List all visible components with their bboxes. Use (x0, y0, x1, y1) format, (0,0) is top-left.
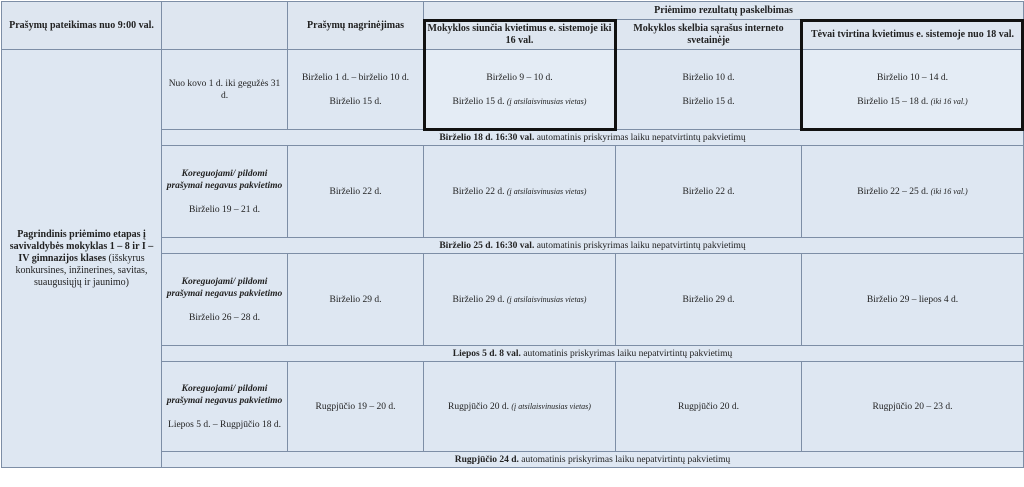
row2-confirm (802, 146, 1024, 238)
separator-3 (162, 346, 1024, 362)
row3-submission-title: Koreguojami/ pildomi prašymai negavus pakvietimo (166, 276, 283, 299)
row2-submission-dates: Birželio 19 – 21 d. (189, 204, 260, 215)
row3-confirm: Birželio 29 – liepos 4 d. (802, 254, 1024, 346)
row1-confirm-2: Birželio 15 – 18 d. (857, 96, 929, 107)
row4-submission-dates: Liepos 5 d. – Rugpjūčio 18 d. (168, 419, 281, 430)
separator-2 (162, 238, 1024, 254)
row4-review: Rugpjūčio 19 – 20 d. (288, 362, 424, 452)
row1-confirm-2-note: (iki 16 val.) (930, 96, 968, 106)
separator-4-bold: Rugpjūčio 24 d. (454, 454, 519, 465)
row4-submission-title: Koreguojami/ pildomi prašymai negavus pakvietimo (166, 383, 283, 406)
separator-3-bold: Liepos 5 d. 8 val. (452, 348, 521, 359)
stage-label-bold: Pagrindinis priėmimo etapas į savivaldybės mokyklas 1 – 8 ir I – IV gimnazijos klases (9, 228, 154, 264)
row3-publish: Birželio 29 d. (616, 254, 802, 346)
row1-review-2: Birželio 15 d. (329, 96, 382, 107)
row2-submission-title: Koreguojami/ pildomi prašymai negavus pakvietimo (166, 168, 283, 191)
separator-4-text: automatinis priskyrimas laiku nepatvirtintų pakvietimų (518, 454, 731, 465)
row4-submission (162, 362, 288, 452)
row4-publish: Rugpjūčio 20 d. (616, 362, 802, 452)
row1-confirm (802, 50, 1024, 130)
row2-confirm-date: Birželio 22 – 25 d. (857, 186, 929, 197)
row4-confirm: Rugpjūčio 20 – 23 d. (802, 362, 1024, 452)
row1-review (288, 50, 424, 130)
row3-send-date: Birželio 29 d. (452, 294, 505, 305)
row4-send-date: Rugpjūčio 20 d. (448, 401, 510, 412)
row2-review: Birželio 22 d. (288, 146, 424, 238)
row1-confirm-1: Birželio 10 – 14 d. (877, 72, 948, 83)
separator-4 (162, 452, 1024, 468)
row3-submission-dates: Birželio 26 – 28 d. (189, 312, 260, 323)
row1-send (424, 50, 616, 130)
row3-send-note: (į atsilaisvinusias vietas) (506, 294, 587, 304)
row4-send-note: (į atsilaisvinusias vietas) (511, 401, 591, 411)
row4-send (424, 362, 616, 452)
stage-label (2, 50, 162, 468)
row2-publish: Birželio 22 d. (616, 146, 802, 238)
row2-send-note: (į atsilaisvinusias vietas) (506, 186, 587, 196)
row1-publish-2: Birželio 15 d. (682, 96, 735, 107)
header-parents-confirm: Tėvai tvirtina kvietimus e. sistemoje nuo 18 val. (802, 20, 1024, 50)
row2-send-date: Birželio 22 d. (452, 186, 505, 197)
row1-publish (616, 50, 802, 130)
header-schools-publish: Mokyklos skelbia sąrašus interneto svetainėje (616, 20, 802, 50)
row1-send-2-note: (į atsilaisvinusias vietas) (506, 96, 587, 106)
row2-send (424, 146, 616, 238)
row1-publish-1: Birželio 10 d. (682, 72, 735, 83)
separator-2-bold: Birželio 25 d. 16:30 val. (439, 240, 535, 251)
separator-1-text: automatinis priskyrimas laiku nepatvirtintų pakvietimų (534, 132, 746, 143)
row1-review-1: Birželio 1 d. – birželio 10 d. (301, 72, 410, 83)
row2-confirm-note: (iki 16 val.) (930, 186, 968, 196)
row1-send-1: Birželio 9 – 10 d. (486, 72, 553, 83)
separator-1 (162, 130, 1024, 146)
row3-review: Birželio 29 d. (288, 254, 424, 346)
row1-submission: Nuo kovo 1 d. iki gegužės 31 d. (162, 50, 288, 130)
stage-label-rest: (išskyrus konkursines, inžinerines, savitas, suaugusiųjų ir jaunimo) (15, 252, 148, 288)
header-empty (162, 2, 288, 50)
separator-1-bold: Birželio 18 d. 16:30 val. (439, 132, 535, 143)
row3-send (424, 254, 616, 346)
header-review: Prašymų nagrinėjimas (288, 2, 424, 50)
header-submission: Prašymų pateikimas nuo 9:00 val. (2, 2, 162, 50)
row3-submission (162, 254, 288, 346)
separator-2-text: automatinis priskyrimas laiku nepatvirtintų pakvietimų (534, 240, 746, 251)
row1-send-2: Birželio 15 d. (452, 96, 505, 107)
header-schools-send: Mokyklos siunčia kvietimus e. sistemoje iki 16 val. (424, 20, 616, 50)
header-results: Priėmimo rezultatų paskelbimas (424, 2, 1024, 20)
admission-schedule-table (1, 1, 1024, 468)
row2-submission (162, 146, 288, 238)
separator-3-text: automatinis priskyrimas laiku nepatvirtintų pakvietimų (520, 348, 733, 359)
